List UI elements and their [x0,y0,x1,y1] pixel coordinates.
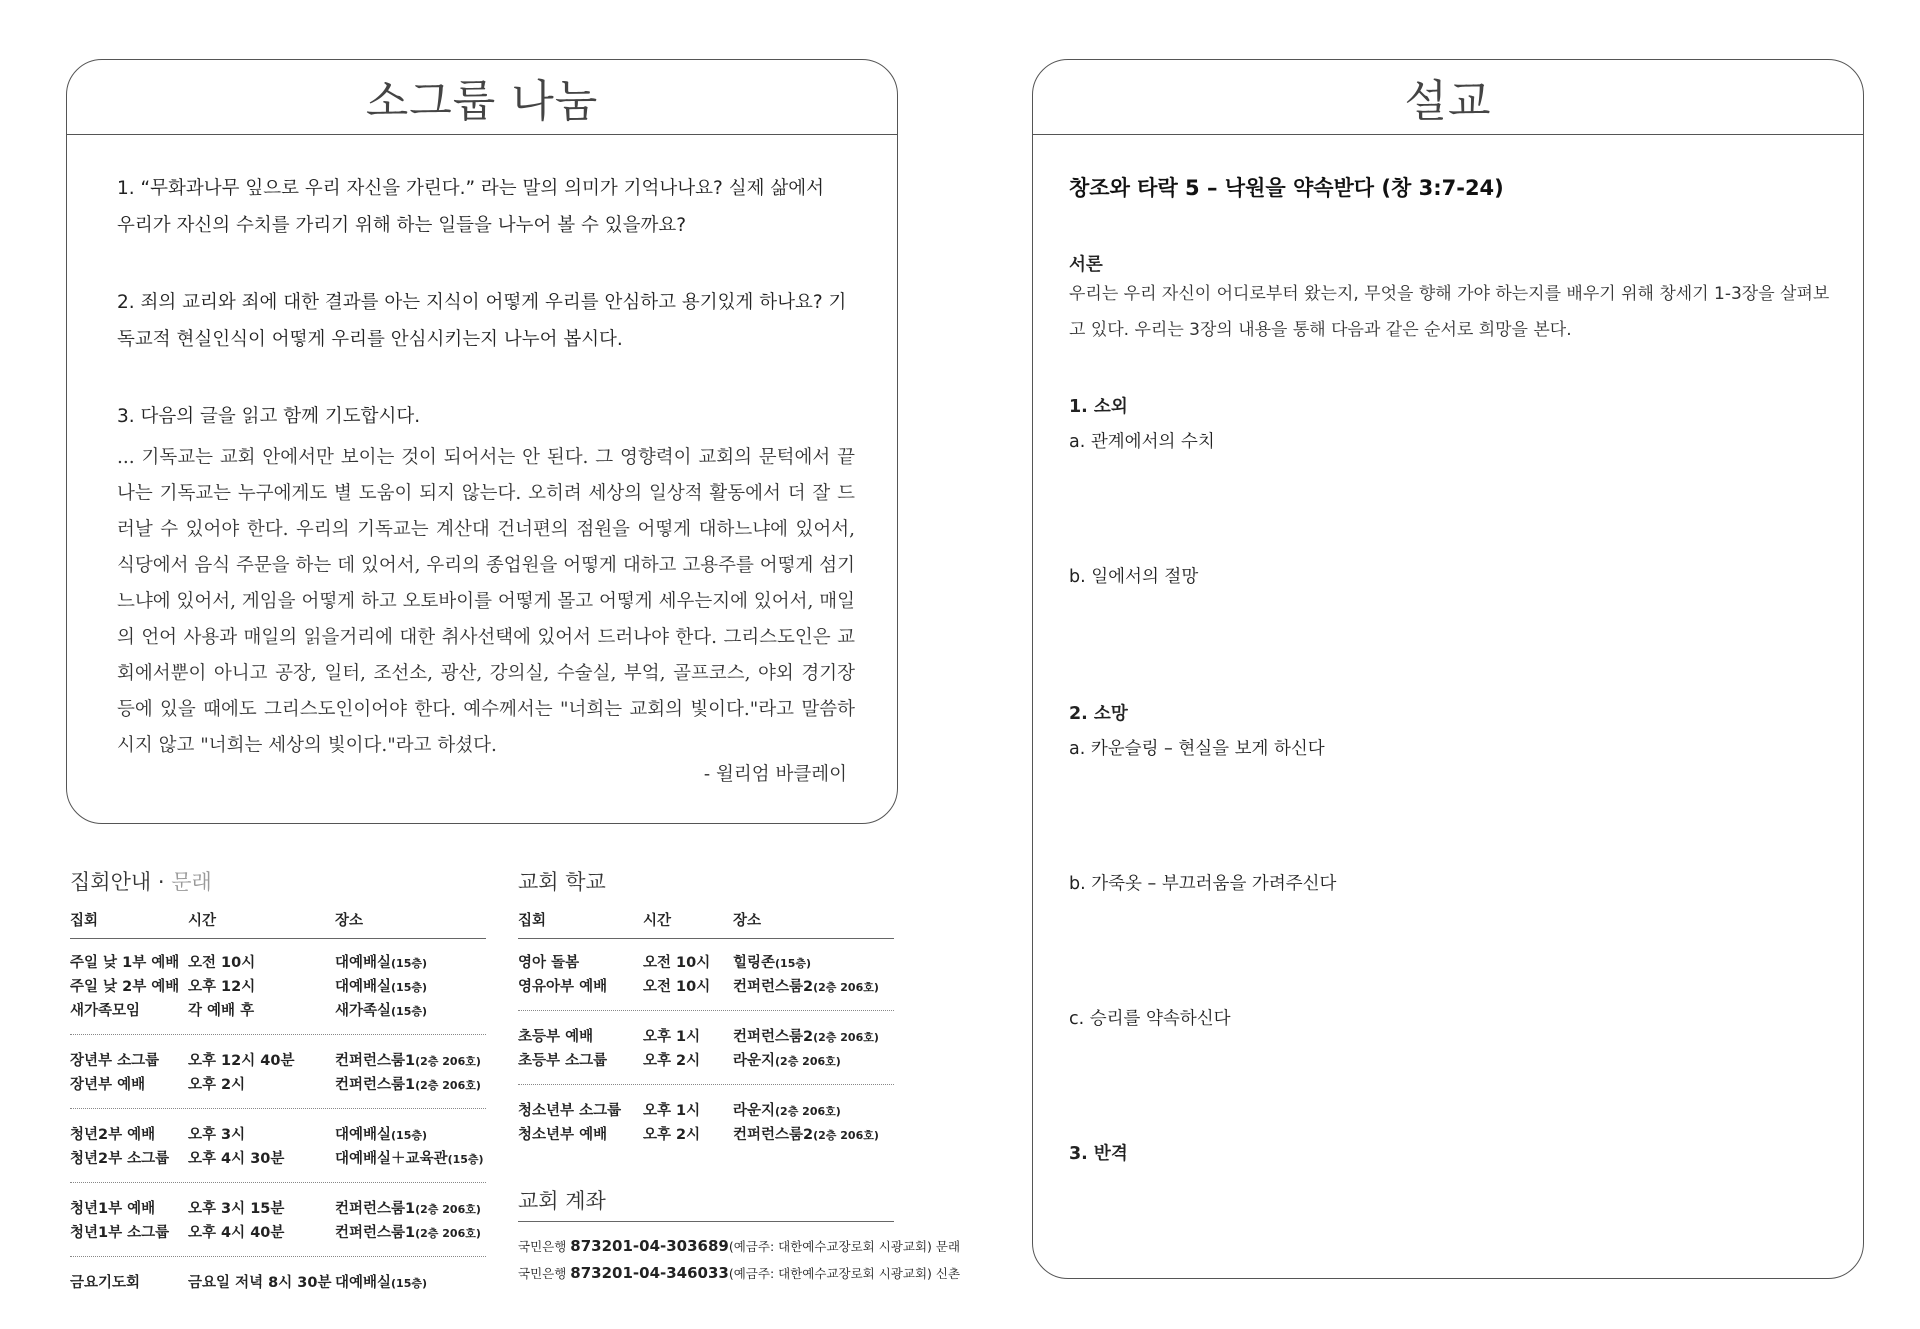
time-cell: 오전 10시 [643,978,711,995]
table-row [70,973,486,997]
table-row [70,1219,486,1243]
place-name: 컨퍼런스룸1 [335,1224,416,1241]
table-row [518,939,894,974]
place-name: 컨퍼런스룸2 [733,1126,814,1143]
place-floor: (2층 206호) [813,980,879,994]
table-row [70,1145,486,1169]
section-2c: c. 승리를 약속하신다 [1069,1009,1231,1029]
table-row [70,1121,486,1145]
table-row [518,1121,894,1145]
table-row [70,1195,486,1219]
time-cell: 오후 12시 40분 [188,1052,295,1069]
sermon-header [1033,60,1863,135]
question-2: 2. 죄의 교리와 죄에 대한 결과를 아는 지식이 어떻게 우리를 안심하고 용기있게 하나요? 기독교적 현실인식이 어떻게 우리를 안심시키는지 나누어 봅시다. [117,292,847,350]
meeting-cell: 청년2부 소그룹 [70,1150,170,1167]
account-holder: (예금주: 대한예수교장로회 시광교회) 신촌 [728,1266,961,1281]
schedule-title: 집회안내 · 문래 [70,870,212,894]
place-floor: (2층 206호) [813,1030,879,1044]
place-cell [335,939,486,974]
table-row [518,1097,894,1121]
school-header-meeting: 집회 [518,908,643,939]
section-3-heading: 3. 반격 [1069,1144,1128,1164]
meeting-cell: 청년1부 예배 [70,1200,156,1217]
place-cell [335,997,486,1021]
school-title: 교회 학교 [518,870,606,894]
group-separator [518,997,894,1023]
place-floor: (15층) [391,1276,428,1290]
section-2-heading: 2. 소망 [1069,704,1128,724]
place-floor: (15층) [391,980,428,994]
section-2b: b. 가죽옷 – 부끄러움을 가려주신다 [1069,874,1337,894]
small-group-title: 소그룹 나눔 [365,76,599,127]
place-cell [335,1071,486,1095]
place-floor: (15층) [775,956,812,970]
time-cell: 오후 3시 15분 [188,1200,285,1217]
place-cell [733,1121,894,1145]
place-floor: (15층) [391,1128,428,1142]
place-name: 힐링존 [733,954,776,971]
meeting-cell: 금요기도회 [70,1274,141,1291]
meeting-cell: 장년부 예배 [70,1076,146,1093]
group-separator [70,1021,486,1047]
place-name: 대예배실 [335,1126,392,1143]
place-floor: (15층) [391,1004,428,1018]
place-cell [335,1219,486,1243]
table-row [70,939,486,974]
schedule-header-place: 장소 [335,908,486,939]
meeting-cell: 주일 낮 2부 예배 [70,978,180,995]
account-number: 873201-04-346033 [570,1264,729,1282]
table-row [70,1269,486,1293]
quote-text: ... 기독교는 교회 안에서만 보이는 것이 되어서는 안 된다. 그 영향력이 교회의 문턱에서 끝나는 기독교는 누구에게도 별 도움이 되지 않는다. 오히려 세상의 일상적 활동에서 더 잘 드러날 수 있어야 한다. 우리의 기독교는 계산대 건너편의 점원을 어떻게 대하느냐에 있어서, 식당에서 음식 주문을 하는 데 있어서, 우리의 종업원을 어떻게 대하고 고용주를 어떻게 섬기느냐에 있어서, 게임을 어떻게 하고 오토바이를 어떻게 몰고 어떻게 세우는지에 있어서, 매일의 언어 사용과 매일의 읽을거리에 대한 취사선택에 있어서 드러나야 한다. 그리스도인은 교회에서뿐이 아니고 공장, 일터, 조선소, 광산, 강의실, 수술실, 부엌, 골프코스, 야외 경기장 등에 있을 때에도 그리스도인이어야 한다. 예수께서는 "너희는 교회의 빛이다."라고 말씀하시지 않고 "너희는 세상의 빛이다."라고 하셨다. [117,447,855,756]
sermon-panel-title: 설교 [1404,76,1492,127]
school-table [518,908,894,1145]
account-bank: 국민은행 [518,1239,571,1254]
place-cell [733,1023,894,1047]
group-separator [518,1071,894,1097]
time-cell: 오후 2시 [188,1076,246,1093]
time-cell: 오전 10시 [188,954,256,971]
group-separator [70,1243,486,1269]
sermon-title: 창조와 타락 5 – 낙원을 약속받다 (창 3:7-24) [1069,176,1504,200]
schedule-header-time: 시간 [188,908,335,939]
place-cell [733,939,894,974]
table-row [70,1071,486,1095]
place-cell [335,1047,486,1071]
schedule-title-main: 집회안내 [70,870,152,894]
meeting-cell: 새가족모임 [70,1002,141,1019]
place-name: 라운지 [733,1102,776,1119]
table-row [70,1047,486,1071]
time-cell: 오전 10시 [643,954,711,971]
meeting-cell: 청소년부 소그룹 [518,1102,622,1119]
group-separator [70,1095,486,1121]
table-row [70,997,486,1021]
place-name: 새가족실 [335,1002,392,1019]
place-name: 대예배실 [335,978,392,995]
place-name: 컨퍼런스룸2 [733,1028,814,1045]
place-floor: (2층 206호) [415,1202,481,1216]
place-floor: (2층 206호) [415,1054,481,1068]
section-1b: b. 일에서의 절망 [1069,567,1199,587]
meeting-cell: 영유아부 예배 [518,978,608,995]
small-group-panel [66,59,898,824]
place-floor: (2층 206호) [415,1226,481,1240]
account-line-2 [518,1264,960,1282]
account-bank: 국민은행 [518,1266,571,1281]
schedule-location: 문래 [171,870,212,894]
meeting-cell: 초등부 소그룹 [518,1052,608,1069]
place-floor: (15층) [391,956,428,970]
time-cell: 오후 2시 [643,1052,701,1069]
place-floor: (2층 206호) [415,1078,481,1092]
meeting-cell: 주일 낮 1부 예배 [70,954,180,971]
small-group-header [67,60,897,135]
meeting-cell: 청소년부 예배 [518,1126,608,1143]
table-row [518,973,894,997]
meeting-cell: 청년1부 소그룹 [70,1224,170,1241]
table-row [518,1047,894,1071]
place-cell [335,1195,486,1219]
time-cell: 오후 1시 [643,1102,701,1119]
time-cell: 오후 4시 40분 [188,1224,285,1241]
place-name: 대예배실 [335,1274,392,1291]
account-line-1 [518,1237,960,1255]
place-name: 컨퍼런스룸1 [335,1076,416,1093]
time-cell: 오후 4시 30분 [188,1150,285,1167]
place-cell [733,1047,894,1071]
table-row [518,1023,894,1047]
place-name: 라운지 [733,1052,776,1069]
place-name: 대예배실＋교육관 [335,1150,448,1167]
accounts-title: 교회 계좌 [518,1189,606,1213]
place-floor: (15층) [447,1152,484,1166]
section-1-heading: 1. 소외 [1069,397,1128,417]
section-1a: a. 관계에서의 수치 [1069,432,1215,452]
place-cell [733,1097,894,1121]
place-name: 대예배실 [335,954,392,971]
schedule-header-meeting: 집회 [70,908,188,939]
time-cell: 각 예배 후 [188,1002,255,1019]
place-name: 컨퍼런스룸1 [335,1052,416,1069]
accounts-rule [518,1221,894,1222]
place-name: 컨퍼런스룸2 [733,978,814,995]
place-cell [335,1145,486,1169]
school-header-place: 장소 [733,908,894,939]
place-cell [733,973,894,997]
place-cell [335,1121,486,1145]
section-2a: a. 카운슬링 – 현실을 보게 하신다 [1069,739,1325,759]
question-1: 1. “무화과나무 잎으로 우리 자신을 가린다.” 라는 말의 의미가 기억나나요? 실제 삶에서 우리가 자신의 수치를 가리기 위해 하는 일들을 나누어 볼 수 있을까요? [117,178,824,236]
meeting-cell: 청년2부 예배 [70,1126,156,1143]
meeting-cell: 장년부 소그룹 [70,1052,160,1069]
place-floor: (2층 206호) [813,1128,879,1142]
time-cell: 오후 3시 [188,1126,246,1143]
quote-author: - 윌리엄 바클레이 [703,764,847,785]
meeting-cell: 초등부 예배 [518,1028,594,1045]
place-floor: (2층 206호) [775,1054,841,1068]
account-holder: (예금주: 대한예수교장로회 시광교회) 문래 [728,1239,961,1254]
place-floor: (2층 206호) [775,1104,841,1118]
time-cell: 금요일 저녁 8시 30분 [188,1274,332,1291]
place-cell [335,973,486,997]
place-cell [335,1269,486,1293]
time-cell: 오후 2시 [643,1126,701,1143]
question-3: 3. 다음의 글을 읽고 함께 기도합시다. [117,406,421,427]
intro-label: 서론 [1069,255,1103,275]
sermon-panel [1032,59,1864,1279]
account-number: 873201-04-303689 [570,1237,729,1255]
time-cell: 오후 12시 [188,978,256,995]
meeting-cell: 영아 돌봄 [518,954,580,971]
group-separator [70,1169,486,1195]
school-header-time: 시간 [643,908,733,939]
intro-text: 우리는 우리 자신이 어디로부터 왔는지, 무엇을 향해 가야 하는지를 배우기 위해 창세기 1-3장을 살펴보고 있다. 우리는 3장의 내용을 통해 다음과 같은 순서로 희망을 본다. [1069,284,1830,340]
place-name: 컨퍼런스룸1 [335,1200,416,1217]
time-cell: 오후 1시 [643,1028,701,1045]
schedule-table [70,908,486,1293]
